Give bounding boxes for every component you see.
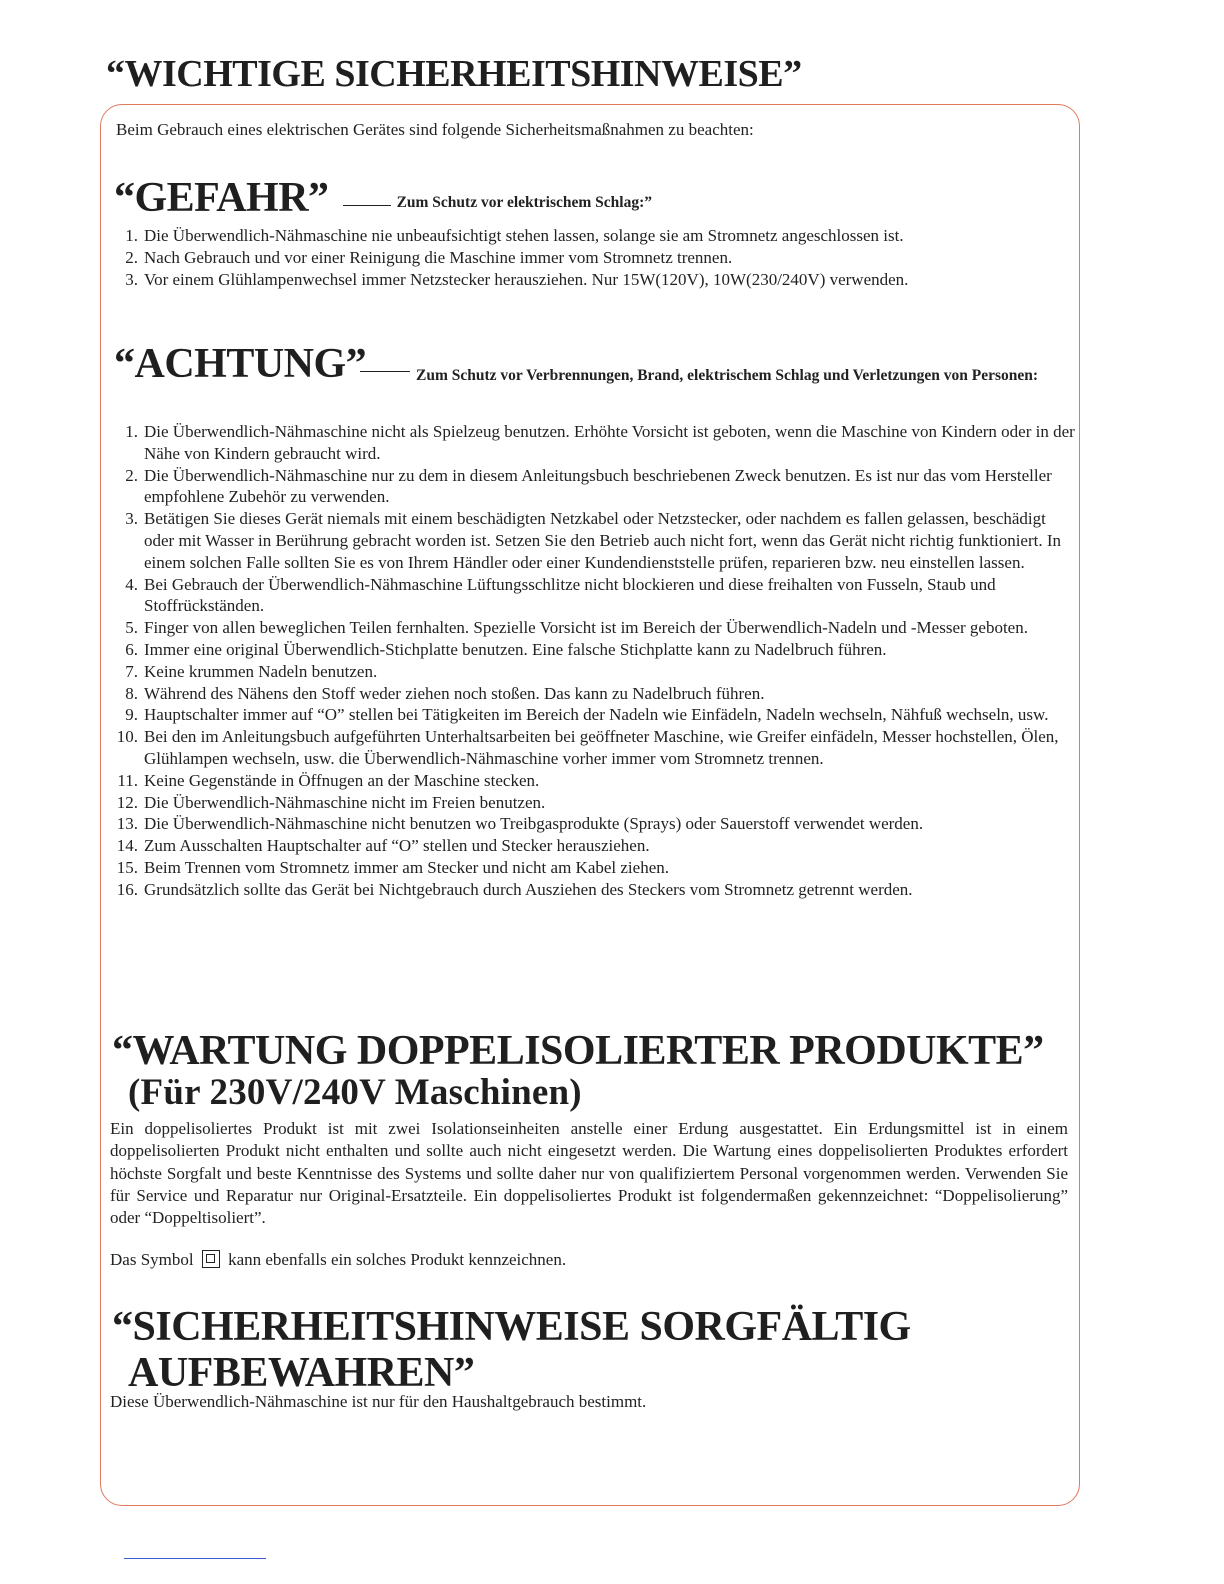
symbol-note-before: Das Symbol	[110, 1250, 194, 1269]
list-item	[110, 792, 1075, 814]
list-item	[110, 704, 1075, 726]
list-item-text: Bei Gebrauch der Überwendlich-Nähmaschine Lüftungsschlitze nicht blockieren und diese freihalten von Fusseln, Staub und Stoffrückständen.	[144, 574, 996, 616]
achtung-subtitle: Zum Schutz vor Verbrennungen, Brand, elektrischem Schlag und Verletzungen von Personen:	[416, 367, 1039, 384]
list-item-text: Keine krummen Nadeln benutzen.	[144, 661, 378, 681]
list-item-number: 13.	[116, 814, 138, 834]
list-item-text: Vor einem Glühlampenwechsel immer Netzstecker herausziehen. Nur 15W(120V), 10W(230/240V) verwenden.	[144, 269, 909, 289]
achtung-list	[110, 421, 1075, 901]
list-item-number: 12.	[116, 792, 138, 812]
list-item-number: 7.	[125, 661, 138, 681]
list-item-text: Grundsätzlich sollte das Gerät bei Nichtgebrauch durch Ausziehen des Steckers vom Stromnetz getrennt werden.	[144, 879, 913, 899]
list-item	[110, 857, 1075, 879]
list-item-number: 11.	[117, 770, 138, 790]
wartung-subheading: (Für 230V/240V Maschinen)	[128, 1072, 582, 1113]
list-item-text: Finger von allen beweglichen Teilen fernhalten. Spezielle Vorsicht ist im Bereich der Überwendlich-Nadeln und -Messer geboten.	[144, 618, 1028, 638]
list-item-text: Während des Nähens den Stoff weder ziehen noch stoßen. Das kann zu Nadelbruch führen.	[144, 683, 765, 703]
list-item-text: Hauptschalter immer auf “O” stellen bei Tätigkeiten im Bereich der Nadeln wie Einfädeln, Nadeln wechseln, Nähfuß wechseln, usw.	[144, 705, 1049, 725]
list-item-number: 9.	[125, 705, 138, 725]
list-item	[110, 661, 1075, 683]
list-item	[110, 269, 1060, 291]
list-item-text: Zum Ausschalten Hauptschalter auf “O” stellen und Stecker herausziehen.	[144, 836, 650, 856]
page-title: “WICHTIGE SICHERHEITSHINWEISE”	[106, 53, 802, 95]
symbol-note	[110, 1250, 566, 1270]
list-item	[110, 879, 1075, 901]
list-item-number: 15.	[116, 857, 138, 877]
gefahr-heading	[114, 174, 652, 222]
list-item-text: Betätigen Sie dieses Gerät niemals mit einem beschädigten Netzkabel oder Netzstecker, oder nachdem es fallen gelassen, beschädigt oder mit Wasser in Berührung gebracht worden ist. Setzen Sie den Betrieb auch nicht fort, wenn das Gerät nicht richtig funktioniert. In einem solchen Falle sollten Sie es von Ihrem Händler oder einer Kundendienststelle prüfen, reparieren bzw. neu einstellen lassen.	[144, 509, 1062, 572]
list-item	[110, 835, 1075, 857]
list-item-number: 14.	[116, 836, 138, 856]
list-item-text: Immer eine original Überwendlich-Stichplatte benutzen. Eine falsche Stichplatte kann zu Nadelbruch führen.	[144, 639, 887, 659]
list-item	[110, 508, 1075, 573]
list-item-text: Die Überwendlich-Nähmaschine nicht im Freien benutzen.	[144, 792, 546, 812]
list-item	[110, 574, 1075, 618]
wartung-body: Ein doppelisoliertes Produkt ist mit zwei Isolationseinheiten anstelle einer Erdung ausgestattet. Ein Erdungsmittel ist in einem doppelisolierten Produkt nicht enthalten und sollte auch nicht eingesetzt werden. Die Wartung eines doppelisolierten Produktes erfordert höchste Sorgfalt und beste Kenntnisse des Systems und sollte daher nur von qualifiziertem Personal vorgenommen werden. Verwenden Sie für Service und Reparatur nur Original-Ersatzteile. Ein doppelisoliertes Produkt ist folgendermaßen gekennzeichnet: “Doppelisolierung” oder “Doppeltisoliert”.	[110, 1119, 1068, 1228]
list-item-number: 6.	[125, 639, 138, 659]
list-item-text: Die Überwendlich-Nähmaschine nie unbeaufsichtigt stehen lassen, solange sie am Stromnetz angeschlossen ist.	[144, 226, 904, 245]
list-item-number: 1.	[125, 422, 138, 441]
list-item-number: 2.	[125, 465, 138, 485]
symbol-note-after: kann ebenfalls ein solches Produkt kennzeichnen.	[228, 1250, 567, 1269]
achtung-title: “ACHTUNG”	[114, 341, 367, 387]
list-item-text: Beim Trennen vom Stromnetz immer am Stecker und nicht am Kabel ziehen.	[144, 857, 669, 877]
list-item-text: Bei den im Anleitungsbuch aufgeführten Unterhaltsarbeiten bei geöffneter Maschine, wie Greifer einfädeln, Messer hochstellen, Ölen, Glühlampen wechseln, usw. die Überwendlich-Nähmaschine vorher immer vom Stromnetz trennen.	[144, 727, 1059, 768]
aufbewahren-heading-line1: “SICHERHEITSHINWEISE SORGFÄLTIG	[112, 1304, 911, 1350]
list-item	[110, 247, 1060, 269]
aufbewahren-body: Diese Überwendlich-Nähmaschine ist nur für den Haushaltgebrauch bestimmt.	[110, 1392, 647, 1411]
list-item	[110, 683, 1075, 705]
gefahr-title: “GEFAHR”	[114, 175, 329, 221]
list-item-text: Keine Gegenstände in Öffnugen an der Maschine stecken.	[144, 770, 540, 790]
list-item	[110, 726, 1075, 770]
list-item-number: 5.	[125, 618, 138, 638]
list-item	[110, 421, 1075, 465]
list-item-number: 2.	[125, 247, 138, 267]
gefahr-subtitle: Zum Schutz vor elektrischem Schlag:”	[396, 194, 653, 211]
achtung-heading	[114, 340, 366, 388]
aufbewahren-heading-line2: AUFBEWAHREN”	[128, 1350, 475, 1396]
list-item-number: 10.	[116, 727, 138, 747]
list-item-number: 3.	[125, 509, 138, 529]
list-item-text: Die Überwendlich-Nähmaschine nur zu dem in diesem Anleitungsbuch beschriebenen Zweck benutzen. Es ist nur das vom Hersteller empfohlene Zubehör zu verwenden.	[144, 465, 1052, 507]
list-item-number: 1.	[125, 226, 138, 245]
aufbewahren-heading	[112, 1304, 911, 1396]
intro-text: Beim Gebrauch eines elektrischen Gerätes sind folgende Sicherheitsmaßnahmen zu beachten:	[116, 120, 754, 139]
dash-divider	[343, 205, 391, 206]
list-item	[110, 465, 1075, 509]
gefahr-list	[110, 225, 1060, 290]
double-insulation-symbol-icon	[202, 1250, 220, 1268]
list-item	[110, 639, 1075, 661]
list-item-text: Nach Gebrauch und vor einer Reinigung die Maschine immer vom Stromnetz trennen.	[144, 247, 733, 267]
footer-rule	[124, 1558, 266, 1559]
list-item-text: Die Überwendlich-Nähmaschine nicht als Spielzeug benutzen. Erhöhte Vorsicht ist geboten, wenn die Maschine von Kindern oder in der Nähe von Kindern gebraucht wird.	[144, 422, 1075, 463]
list-item-number: 8.	[125, 683, 138, 703]
list-item-number: 4.	[125, 574, 138, 594]
list-item	[110, 617, 1075, 639]
list-item	[110, 813, 1075, 835]
dash-divider	[360, 371, 410, 372]
list-item-number: 3.	[125, 269, 138, 289]
list-item	[110, 225, 1060, 247]
list-item-text: Die Überwendlich-Nähmaschine nicht benutzen wo Treibgasprodukte (Sprays) oder Sauerstoff verwendet werden.	[144, 814, 924, 834]
list-item-number: 16.	[116, 879, 138, 899]
wartung-heading: “WARTUNG DOPPELISOLIERTER PRODUKTE”	[112, 1028, 1044, 1074]
list-item	[110, 770, 1075, 792]
